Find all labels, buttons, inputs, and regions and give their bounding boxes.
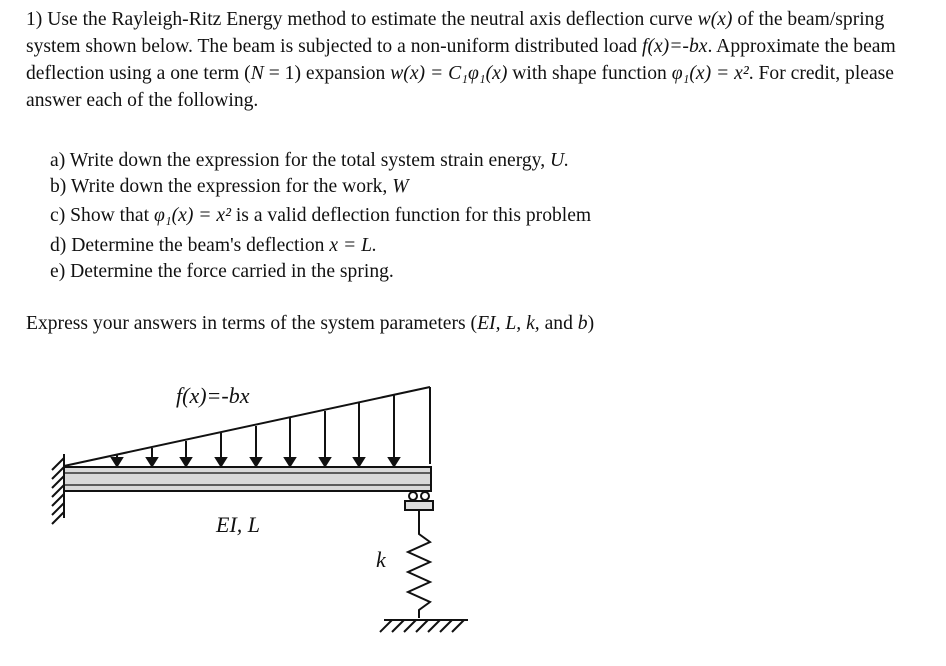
deflection-symbol: w(x): [697, 9, 733, 30]
n-value: = 1) expansion: [268, 63, 386, 84]
problem-statement: [26, 6, 936, 114]
load-after: . Approximate the beam deflection using a one term (: [26, 36, 896, 84]
credit-text: . For credit, please answer each of the following.: [26, 63, 894, 111]
with-shape-text: with shape function: [512, 63, 667, 84]
problem-intro: Use the Rayleigh-Ritz Energy method to estimate the neutral axis deflection curve: [47, 9, 693, 30]
spring-label: k: [376, 547, 386, 572]
question-d: d) Determine the beam's deflection x = L.: [50, 235, 377, 256]
beam: [64, 467, 431, 491]
expansion-expression: w(x) = C₁φ₁(x): [390, 63, 508, 84]
problem-number: 1): [26, 9, 43, 30]
load-arrows: [112, 395, 399, 466]
ground-support: [380, 620, 468, 632]
roller-support: [405, 492, 433, 522]
problem-intro-after: of the beam/spring system shown below. The beam is subjected to a non-uniform distributed load: [26, 9, 885, 57]
beam-spring-diagram: [0, 370, 946, 666]
shape-expression: φ₁(x) = x²: [671, 63, 749, 84]
load-expression: f(x)=-bx: [642, 36, 708, 57]
question-c: c) Show that φ₁(x) = x² is a valid deflection function for this problem: [50, 205, 592, 226]
load-label: f(x)=-bx: [176, 383, 250, 408]
express-answers-note: Express your answers in terms of the system parameters (EI, L, k, and b): [26, 313, 595, 334]
question-a: a) Write down the expression for the total system strain energy, U.: [50, 150, 570, 171]
question-e: e) Determine the force carried in the spring.: [50, 261, 394, 282]
n-symbol: N: [250, 63, 264, 84]
beam-label: EI, L: [216, 512, 260, 537]
spring: [408, 522, 430, 618]
question-b: b) Write down the expression for the work, W: [50, 176, 409, 197]
fixed-wall-support: [52, 454, 64, 524]
